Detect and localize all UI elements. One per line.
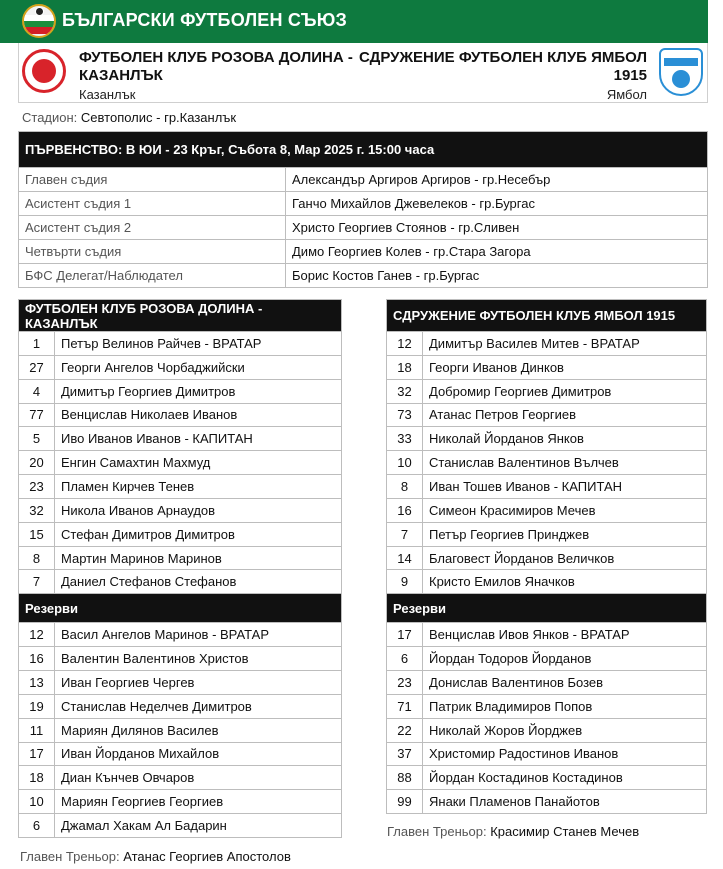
player-name: Иван Тошев Иванов - КАПИТАН: [423, 475, 707, 499]
header-bar: [0, 0, 708, 43]
away-reserve-row: [387, 670, 707, 694]
home-reserve-row: [19, 814, 342, 838]
player-number: 32: [387, 379, 423, 403]
player-number: 16: [387, 498, 423, 522]
stadium-label: Стадион:: [22, 110, 78, 125]
home-starter-row: [19, 355, 342, 379]
match-header: [18, 43, 708, 103]
player-name: Петър Георгиев Принджев: [423, 522, 707, 546]
player-number: 77: [19, 403, 55, 427]
home-reserve-row: [19, 623, 342, 647]
player-number: 32: [19, 498, 55, 522]
player-number: 88: [387, 766, 423, 790]
home-coach: [20, 849, 291, 864]
home-coach-label: Главен Треньор:: [20, 849, 120, 864]
player-number: 10: [387, 451, 423, 475]
stadium-value: Севтополис - гр.Казанлък: [80, 110, 237, 125]
player-number: 20: [19, 451, 55, 475]
player-name: Донислав Валентинов Бозев: [423, 670, 707, 694]
player-name: Николай Йорданов Янков: [423, 427, 707, 451]
player-name: Димитър Георгиев Димитров: [55, 379, 342, 403]
player-number: 33: [387, 427, 423, 451]
official-row: [19, 216, 708, 240]
player-number: 19: [19, 694, 55, 718]
player-name: Христомир Радостинов Иванов: [423, 742, 707, 766]
away-coach-label: Главен Треньор:: [387, 824, 487, 839]
player-number: 27: [19, 355, 55, 379]
player-number: 71: [387, 694, 423, 718]
away-starter-row: [387, 427, 707, 451]
player-name: Петър Велинов Райчев - ВРАТАР: [55, 332, 342, 356]
away-starter-row: [387, 522, 707, 546]
player-name: Джамал Хакам Ал Бадарин: [55, 814, 342, 838]
home-team-city: Казанлък: [79, 87, 136, 102]
away-team-city: Ямбол: [606, 87, 647, 102]
player-name: Атанас Петров Георгиев: [423, 403, 707, 427]
away-reserve-row: [387, 766, 707, 790]
home-starter-row: [19, 379, 342, 403]
player-number: 73: [387, 403, 423, 427]
home-reserve-row: [19, 670, 342, 694]
player-name: Венцислав Ивов Янков - ВРАТАР: [423, 623, 707, 647]
player-name: Пламен Кирчев Тенев: [55, 475, 342, 499]
official-role: Асистент съдия 1: [19, 192, 286, 216]
player-name: Иван Йорданов Михайлов: [55, 742, 342, 766]
player-name: Валентин Валентинов Христов: [55, 647, 342, 671]
home-starter-row: [19, 451, 342, 475]
player-name: Йордан Костадинов Костадинов: [423, 766, 707, 790]
official-name: Христо Георгиев Стоянов - гр.Сливен: [286, 216, 708, 240]
home-coach-name: Атанас Георгиев Апостолов: [123, 849, 291, 864]
home-starter-row: [19, 332, 342, 356]
player-number: 22: [387, 718, 423, 742]
away-team-name: СДРУЖЕНИЕ ФУТБОЛЕН КЛУБ ЯМБОЛ 1915: [359, 49, 647, 84]
player-name: Енгин Самахтин Махмуд: [55, 451, 342, 475]
player-number: 16: [19, 647, 55, 671]
player-name: Даниел Стефанов Стефанов: [55, 570, 342, 594]
home-reserve-row: [19, 766, 342, 790]
home-starter-row: [19, 427, 342, 451]
player-number: 23: [19, 475, 55, 499]
officials-table: [18, 131, 708, 288]
player-name: Мариян Георгиев Георгиев: [55, 790, 342, 814]
away-starter-row: [387, 451, 707, 475]
player-name: Венцислав Николаев Иванов: [55, 403, 342, 427]
player-number: 4: [19, 379, 55, 403]
official-row: [19, 168, 708, 192]
player-name: Васил Ангелов Маринов - ВРАТАР: [55, 623, 342, 647]
home-reserve-row: [19, 718, 342, 742]
away-reserve-row: [387, 623, 707, 647]
home-starter-row: [19, 570, 342, 594]
player-number: 13: [19, 670, 55, 694]
player-name: Иво Иванов Иванов - КАПИТАН: [55, 427, 342, 451]
away-starter-row: [387, 332, 707, 356]
official-row: [19, 240, 708, 264]
away-reserve-row: [387, 647, 707, 671]
player-name: Георги Иванов Динков: [423, 355, 707, 379]
official-role: Четвърти съдия: [19, 240, 286, 264]
player-number: 5: [19, 427, 55, 451]
player-number: 10: [19, 790, 55, 814]
home-reserve-row: [19, 742, 342, 766]
away-coach-name: Красимир Станев Мечев: [490, 824, 640, 839]
home-reserve-row: [19, 790, 342, 814]
player-name: Мартин Маринов Маринов: [55, 546, 342, 570]
player-name: Янаки Пламенов Панайотов: [423, 790, 707, 814]
competition-value: В ЮИ - 23 Кръг, Събота 8, Мар 2025 г. 15:00 часа: [125, 142, 435, 157]
away-reserves-header: Резерви: [387, 594, 707, 623]
away-reserve-row: [387, 694, 707, 718]
player-number: 15: [19, 522, 55, 546]
player-number: 37: [387, 742, 423, 766]
home-starter-row: [19, 522, 342, 546]
away-reserve-row: [387, 790, 707, 814]
home-team-name: ФУТБОЛЕН КЛУБ РОЗОВА ДОЛИНА - КАЗАНЛЪК: [79, 49, 353, 84]
home-reserves-header: Резерви: [19, 594, 342, 623]
player-number: 8: [387, 475, 423, 499]
player-number: 7: [387, 522, 423, 546]
home-starter-row: [19, 403, 342, 427]
away-starter-row: [387, 546, 707, 570]
player-name: Стефан Димитров Димитров: [55, 522, 342, 546]
player-number: 18: [19, 766, 55, 790]
away-crest-icon: [659, 48, 703, 96]
player-number: 17: [19, 742, 55, 766]
page-title: БЪЛГАРСКИ ФУТБОЛЕН СЪЮЗ: [62, 10, 347, 30]
player-number: 12: [387, 332, 423, 356]
home-reserve-row: [19, 694, 342, 718]
player-number: 12: [19, 623, 55, 647]
player-number: 8: [19, 546, 55, 570]
player-name: Иван Георгиев Чергев: [55, 670, 342, 694]
away-starter-row: [387, 475, 707, 499]
bfu-logo-icon: [22, 4, 56, 38]
player-name: Йордан Тодоров Йорданов: [423, 647, 707, 671]
away-starter-row: [387, 379, 707, 403]
player-name: Димитър Василев Митев - ВРАТАР: [423, 332, 707, 356]
player-number: 6: [19, 814, 55, 838]
home-crest-icon: [22, 49, 66, 93]
player-name: Станислав Неделчев Димитров: [55, 694, 342, 718]
home-starter-row: [19, 546, 342, 570]
official-name: Димо Георгиев Колев - гр.Стара Загора: [286, 240, 708, 264]
away-coach: [387, 824, 639, 839]
player-number: 14: [387, 546, 423, 570]
away-starter-row: [387, 570, 707, 594]
player-number: 1: [19, 332, 55, 356]
away-lineup-table: [386, 299, 707, 814]
away-starter-row: [387, 498, 707, 522]
player-name: Николай Жоров Йорджев: [423, 718, 707, 742]
away-reserve-row: [387, 742, 707, 766]
official-name: Александър Аргиров Аргиров - гр.Несебър: [286, 168, 708, 192]
player-number: 6: [387, 647, 423, 671]
official-name: Борис Костов Ганев - гр.Бургас: [286, 264, 708, 288]
competition-row: [19, 132, 708, 168]
competition-label: ПЪРВЕНСТВО:: [25, 142, 123, 157]
player-name: Благовест Йорданов Величков: [423, 546, 707, 570]
home-lineup-title: ФУТБОЛЕН КЛУБ РОЗОВА ДОЛИНА - КАЗАНЛЪК: [19, 300, 342, 332]
away-reserve-row: [387, 718, 707, 742]
away-starter-row: [387, 403, 707, 427]
official-role: БФС Делегат/Наблюдател: [19, 264, 286, 288]
player-name: Диан Кънчев Овчаров: [55, 766, 342, 790]
player-name: Георги Ангелов Чорбаджийски: [55, 355, 342, 379]
player-name: Станислав Валентинов Вълчев: [423, 451, 707, 475]
player-name: Мариян Дилянов Василев: [55, 718, 342, 742]
player-name: Добромир Георгиев Димитров: [423, 379, 707, 403]
stadium-info: [22, 110, 236, 125]
player-number: 9: [387, 570, 423, 594]
home-lineup-table: [18, 299, 342, 838]
official-row: [19, 264, 708, 288]
away-lineup-title: СДРУЖЕНИЕ ФУТБОЛЕН КЛУБ ЯМБОЛ 1915: [387, 300, 707, 332]
player-number: 17: [387, 623, 423, 647]
official-role: Главен съдия: [19, 168, 286, 192]
home-starter-row: [19, 475, 342, 499]
player-name: Симеон Красимиров Мечев: [423, 498, 707, 522]
player-name: Никола Иванов Арнаудов: [55, 498, 342, 522]
official-role: Асистент съдия 2: [19, 216, 286, 240]
player-number: 99: [387, 790, 423, 814]
home-starter-row: [19, 498, 342, 522]
official-name: Ганчо Михайлов Джевелеков - гр.Бургас: [286, 192, 708, 216]
player-number: 18: [387, 355, 423, 379]
official-row: [19, 192, 708, 216]
player-name: Патрик Владимиров Попов: [423, 694, 707, 718]
player-number: 7: [19, 570, 55, 594]
player-name: Кристо Емилов Яначков: [423, 570, 707, 594]
away-starter-row: [387, 355, 707, 379]
home-reserve-row: [19, 647, 342, 671]
player-number: 11: [19, 718, 55, 742]
player-number: 23: [387, 670, 423, 694]
